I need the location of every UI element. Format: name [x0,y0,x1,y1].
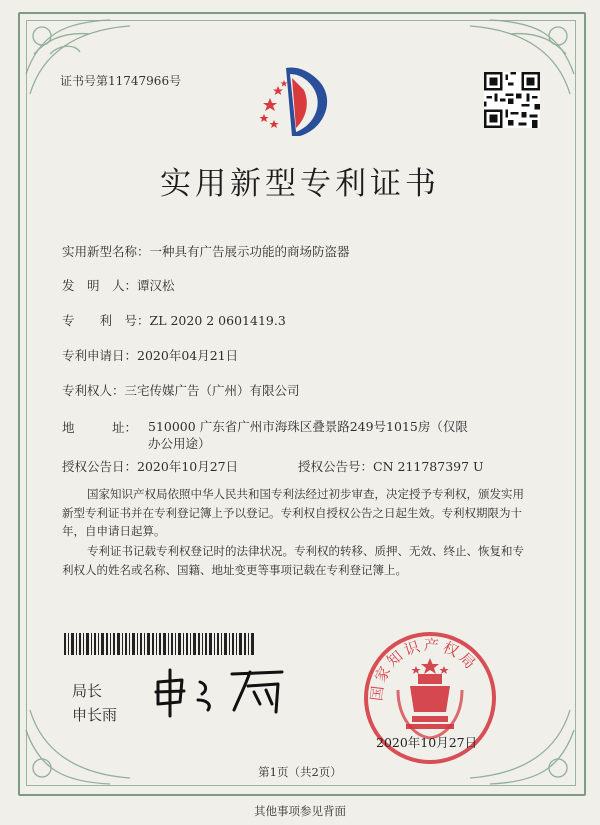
patent-number-value: ZL 2020 2 0601419.3 [149,313,286,328]
grant-announcement-number-value: CN 211787397 U [373,459,484,474]
signature-icon [150,660,300,720]
patentee-label: 专利权人： [62,383,125,398]
utility-model-name-label: 实用新型名称： [62,244,150,259]
director-title: 局长 [72,682,103,700]
field-grant-announcement-number [298,457,484,475]
utility-model-name-value: 一种具有广告展示功能的商场防盗器 [149,244,350,259]
certificate-title: 实用新型专利证书 [160,166,440,202]
application-date-value: 2020年04月21日 [137,348,239,363]
field-application-date [62,346,238,364]
seal-text: 国家知识产权局 [367,635,482,702]
statement-paragraph: 国家知识产权局依照中华人民共和国专利法经过初步审查，决定授予专利权，颁发实用新型专利证书并在专利登记簿上予以登记。专利权自授权公告之日起生效。专利权期限为十年，自申请日起算。 [62,487,524,538]
field-grant-announcement-date [62,457,238,475]
patent-number-label: 专 利 号： [62,313,150,328]
field-patentee [62,381,300,399]
certificate-number: 证书号第11747966号 [60,74,182,88]
qr-code-icon [484,72,540,128]
director-name: 申长雨 [72,706,118,724]
inventor-label: 发 明 人： [62,278,138,293]
cnipa-emblem-icon [256,58,338,144]
footer-note: 其他事项参见背面 [254,804,346,818]
statement-paragraph: 专利证书记载专利权登记时的法律状况。专利权的转移、质押、无效、终止、恢复和专利权人的姓名或名称、国籍、地址变更等事项记载在专利登记簿上。 [62,544,524,577]
grant-announcement-number-label: 授权公告号： [298,459,374,474]
grant-announcement-date-value: 2020年10月27日 [137,459,239,474]
field-address-label [62,418,137,436]
corner-ornament-icon [20,14,170,164]
address-value: 510000 广东省广州市海珠区叠景路249号1015房（仅限办公用途） [148,419,468,451]
field-inventor [62,276,175,294]
address-label: 地 址： [62,420,138,435]
application-date-label: 专利申请日： [62,348,138,363]
field-utility-model-name [62,242,350,260]
field-patent-number [62,311,286,329]
page-number: 第1页（共2页） [258,765,342,779]
inventor-value: 谭汉松 [137,278,175,293]
seal-date: 2020年10月27日 [376,735,478,750]
grant-announcement-date-label: 授权公告日： [62,459,138,474]
barcode-icon [64,633,254,655]
patentee-value: 三宅传媒广告（广州）有限公司 [124,383,300,398]
